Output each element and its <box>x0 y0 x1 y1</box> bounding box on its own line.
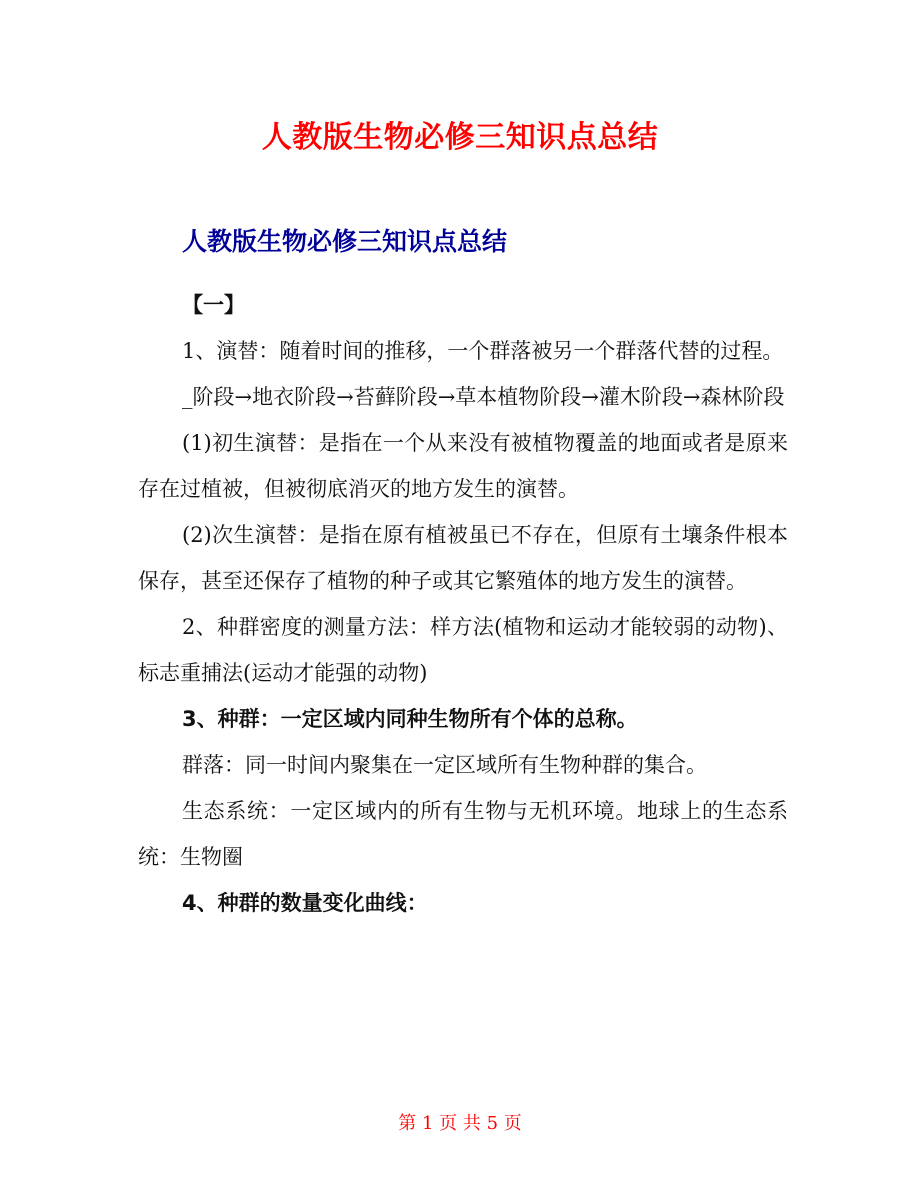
page-number-footer: 第 1 页 共 5 页 <box>398 1113 522 1134</box>
paragraph-succession-definition: 1、演替：随着时间的推移，一个群落被另一个群落代替的过程。 <box>182 339 784 363</box>
paragraph-secondary-succession: (2)次生演替：是指在原有植被虽已不存在，但原有土壤条件根本保存，甚至还保存了植物的种子或其它繁殖体的地方发生的演替。 <box>138 523 788 593</box>
paragraph-population-curve: 4、种群的数量变化曲线： <box>182 891 428 915</box>
paragraph-community-definition: 群落：同一时间内聚集在一定区域所有生物种群的集合。 <box>182 753 707 777</box>
paragraph-population-density: 2、种群密度的测量方法：样方法(植物和运动才能较弱的动物)、标志重捕法(运动才能强的动物) <box>138 615 788 685</box>
paragraph-primary-succession: (1)初生演替：是指在一个从来没有被植物覆盖的地面或者是原来存在过植被，但被彻底消灭的地方发生的演替。 <box>138 431 788 501</box>
document-subtitle: 人教版生物必修三知识点总结 <box>182 227 508 256</box>
paragraph-population-definition: 3、种群：一定区域内同种生物所有个体的总称。 <box>182 707 638 731</box>
paragraph-succession-stages: _阶段→地衣阶段→苔藓阶段→草本植物阶段→灌木阶段→森林阶段 <box>182 385 785 409</box>
page-title: 人教版生物必修三知识点总结 <box>261 120 659 155</box>
document-body <box>138 282 788 926</box>
paragraph-ecosystem-definition: 生态系统：一定区域内的所有生物与无机环境。地球上的生态系统：生物圈 <box>138 799 788 869</box>
section-marker: 【一】 <box>182 293 245 317</box>
